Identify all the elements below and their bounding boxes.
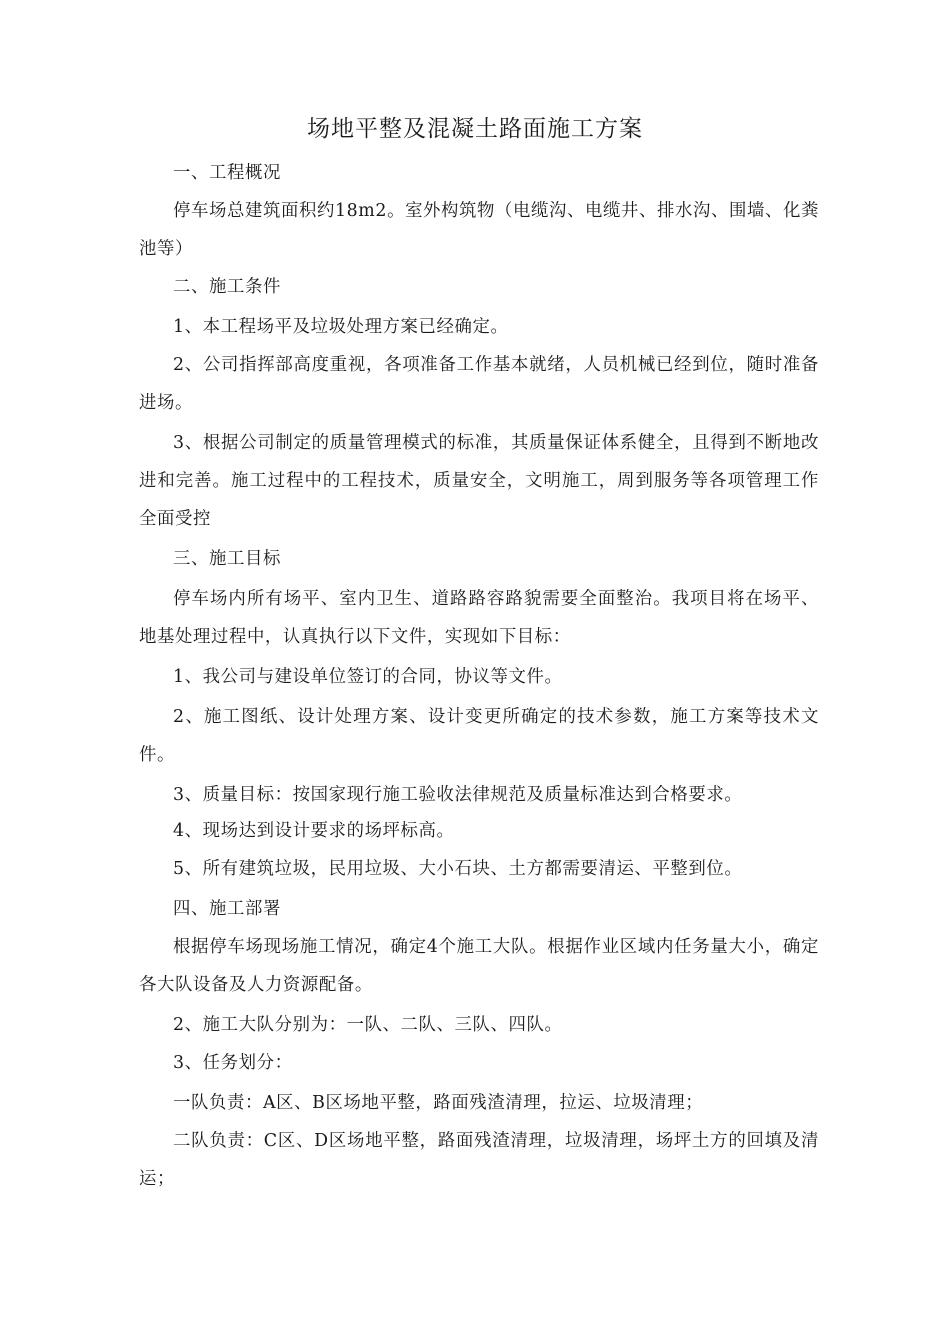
paragraph-team-1: 一队负责：A区、B区场地平整，路面残渣清理，拉运、垃圾清理； [173, 1093, 704, 1113]
paragraph-condition-1: 1、本工程场平及垃圾处理方案已经确定。 [173, 317, 509, 337]
paragraph-overview: 停车场总建筑面积约18m2。室外构筑物（电缆沟、电缆井、排水沟、围墙、化粪池等） [139, 201, 819, 259]
paragraph-team-2: 二队负责：C区、D区场地平整，路面残渣清理，垃圾清理，场坪土方的回填及清运； [139, 1131, 819, 1189]
paragraph-goal-3: 3、质量目标：按国家现行施工验收法律规范及质量标准达到合格要求。 [173, 785, 743, 805]
paragraph-goals-intro: 停车场内所有场平、室内卫生、道路路容路貌需要全面整治。我项目将在场平、地基处理过程中，认真执行以下文件，实现如下目标： [139, 589, 819, 647]
section-heading-conditions: 二、施工条件 [173, 277, 281, 297]
paragraph-goal-4: 4、现场达到设计要求的场坪标高。 [173, 821, 455, 841]
section-heading-overview: 一、工程概况 [173, 163, 281, 183]
paragraph-deployment-3: 3、任务划分： [173, 1053, 293, 1073]
paragraph-condition-2: 2、公司指挥部高度重视，各项准备工作基本就绪，人员机械已经到位，随时准备进场。 [139, 355, 819, 413]
paragraph-goal-1: 1、我公司与建设单位签订的合同，协议等文件。 [173, 667, 563, 687]
paragraph-condition-3: 3、根据公司制定的质量管理模式的标准，其质量保证体系健全，且得到不断地改进和完善。施工过程中的工程技术，质量安全，文明施工，周到服务等各项管理工作全面受控 [139, 433, 819, 529]
paragraph-deployment-intro: 根据停车场现场施工情况，确定4个施工大队。根据作业区域内任务量大小，确定各大队设备及人力资源配备。 [139, 937, 819, 995]
section-heading-deployment: 四、施工部署 [173, 899, 281, 919]
paragraph-goal-5: 5、所有建筑垃圾，民用垃圾、大小石块、土方都需要清运、平整到位。 [173, 859, 743, 879]
paragraph-goal-2: 2、施工图纸、设计处理方案、设计变更所确定的技术参数，施工方案等技术文件。 [139, 707, 819, 765]
document-title: 场地平整及混凝土路面施工方案 [307, 116, 643, 142]
paragraph-deployment-2: 2、施工大队分别为：一队、二队、三队、四队。 [173, 1015, 563, 1035]
section-heading-goals: 三、施工目标 [173, 549, 281, 569]
